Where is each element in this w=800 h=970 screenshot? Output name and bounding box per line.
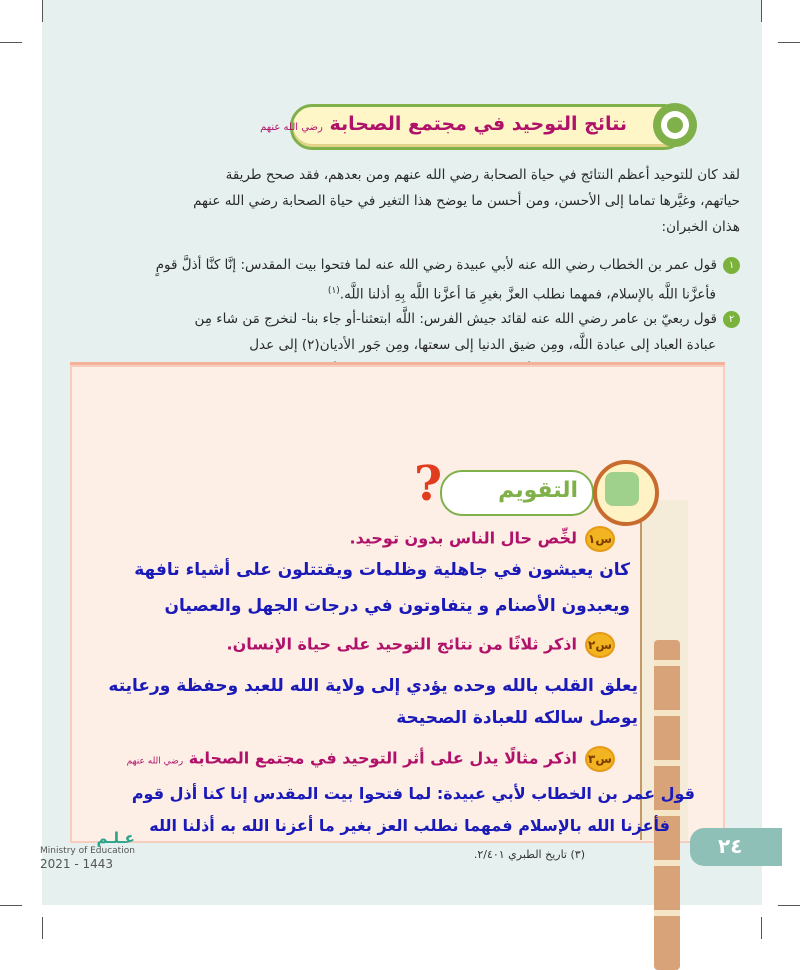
question-badge: س١ bbox=[585, 526, 615, 552]
crop-mark bbox=[761, 917, 762, 939]
question-mark-icon: ? bbox=[414, 456, 443, 512]
honorific: رضي الله عنهم bbox=[260, 122, 323, 133]
answer-line: يوصل سالكه للعبادة الصحيحة bbox=[396, 708, 638, 728]
list-item-line: ١قول عمر بن الخطاب رضي الله عنه لأبي عبيدة رضي الله عنه لما فتحوا بيت المقدس: إنَّا كنَّا أذلَّ قومٍ bbox=[140, 252, 740, 278]
evaluation-title-pill bbox=[440, 470, 594, 516]
evaluation-title: التقويم bbox=[498, 478, 578, 503]
answer-line: يعلق القلب بالله وحده يؤدي إلى ولاية الله للعبد وحفظة ورعايته bbox=[108, 676, 638, 696]
question bbox=[350, 526, 615, 552]
crop-mark bbox=[42, 0, 43, 22]
crop-mark bbox=[778, 905, 800, 906]
item-number-badge: ١ bbox=[723, 257, 740, 274]
honorific: رضي الله عنهم bbox=[126, 756, 184, 767]
ministry-block bbox=[40, 830, 135, 871]
crop-mark bbox=[778, 42, 800, 43]
item-number-badge: ٢ bbox=[723, 311, 740, 328]
question-text: اذكر ثلاثًا من نتائج التوحيد على حياة الإنسان. bbox=[226, 634, 577, 654]
crop-mark bbox=[0, 42, 22, 43]
ministry-name: Ministry of Education bbox=[40, 846, 135, 856]
question-text: اذكر مثالًا يدل على أثر التوحيد في مجتمع الصحابة bbox=[188, 748, 577, 768]
ministry-logo: عـلـم bbox=[96, 829, 135, 847]
edition-year: 2021 - 1443 bbox=[40, 857, 114, 871]
intro-paragraph bbox=[140, 162, 740, 240]
list-item-line: عبادة العباد إلى عبادة اللَّه، ومِن ضيق الدنيا إلى سعتها، ومِن جَور الأديان(٢) إلى عدل bbox=[249, 337, 716, 353]
question-badge: س٢ bbox=[585, 632, 615, 658]
ornament-band bbox=[654, 640, 680, 970]
answer-line: ويعبدون الأصنام و يتفاوتون في درجات الجهل والعصيان bbox=[164, 596, 630, 616]
section-title: نتائج التوحيد في مجتمع الصحابة رضي الله عنهم bbox=[260, 113, 627, 135]
intro-line: حياتهم، وغيَّرها تماما إلى الأحسن، ومن أحسن ما يوضح هذا التغير في حياة الصحابة رضي الله عنهم bbox=[193, 193, 740, 209]
question-badge: س٣ bbox=[585, 746, 615, 772]
question-text: لخِّص حال الناس بدون توحيد. bbox=[349, 528, 577, 548]
answer-line: قول عمر بن الخطاب لأبي عبيدة: لما فتحوا بيت المقدس إنا كنا أذل قوم bbox=[131, 784, 695, 803]
flower-ornament-icon bbox=[649, 99, 701, 151]
intro-line: لقد كان للتوحيد أعظم النتائج في حياة الصحابة رضي الله عنهم ومن بعدهم، فقد صحح طريقة bbox=[225, 167, 740, 183]
footnote: (٣) تاريخ الطبري ٢/٤٠١. bbox=[473, 848, 585, 861]
crop-mark bbox=[42, 917, 43, 939]
list-item-line: ٢قول ربعيّ بن عامر رضي الله عنه لقائد جيش الفرس: اللَّه ابتعثنا-أو جاء بنا- لنخرج مَن شاء مِن bbox=[140, 306, 740, 332]
list-item bbox=[140, 252, 740, 308]
answer-line: فأعزنا الله بالإسلام فمهما نطلب العز بغير ما أعزنا الله به أذلنا الله bbox=[149, 816, 670, 835]
crop-mark bbox=[0, 905, 22, 906]
crop-mark bbox=[761, 0, 762, 22]
footnote-ref: (١) bbox=[327, 286, 340, 296]
evaluation-icon bbox=[593, 460, 659, 526]
intro-line: هذان الخبران: bbox=[661, 219, 740, 235]
question bbox=[127, 746, 615, 772]
list-item-line: فأعزَّنا اللَّه بالإسلام، فمهما نطلب العزَّ بغيرِ مَا أعزَّنا اللَّه بِهِ أذلنا اللَّه.$^{(١)}$ bbox=[327, 286, 716, 303]
answer-line: كان يعيشون في جاهلية وظلمات ويقتتلون على أشياء تافهة bbox=[134, 560, 630, 580]
evaluation-header bbox=[414, 456, 630, 522]
page-number: ٢٤ bbox=[718, 834, 743, 858]
question bbox=[227, 632, 615, 658]
page-number-tab bbox=[690, 828, 782, 866]
section-title-banner bbox=[260, 104, 686, 150]
